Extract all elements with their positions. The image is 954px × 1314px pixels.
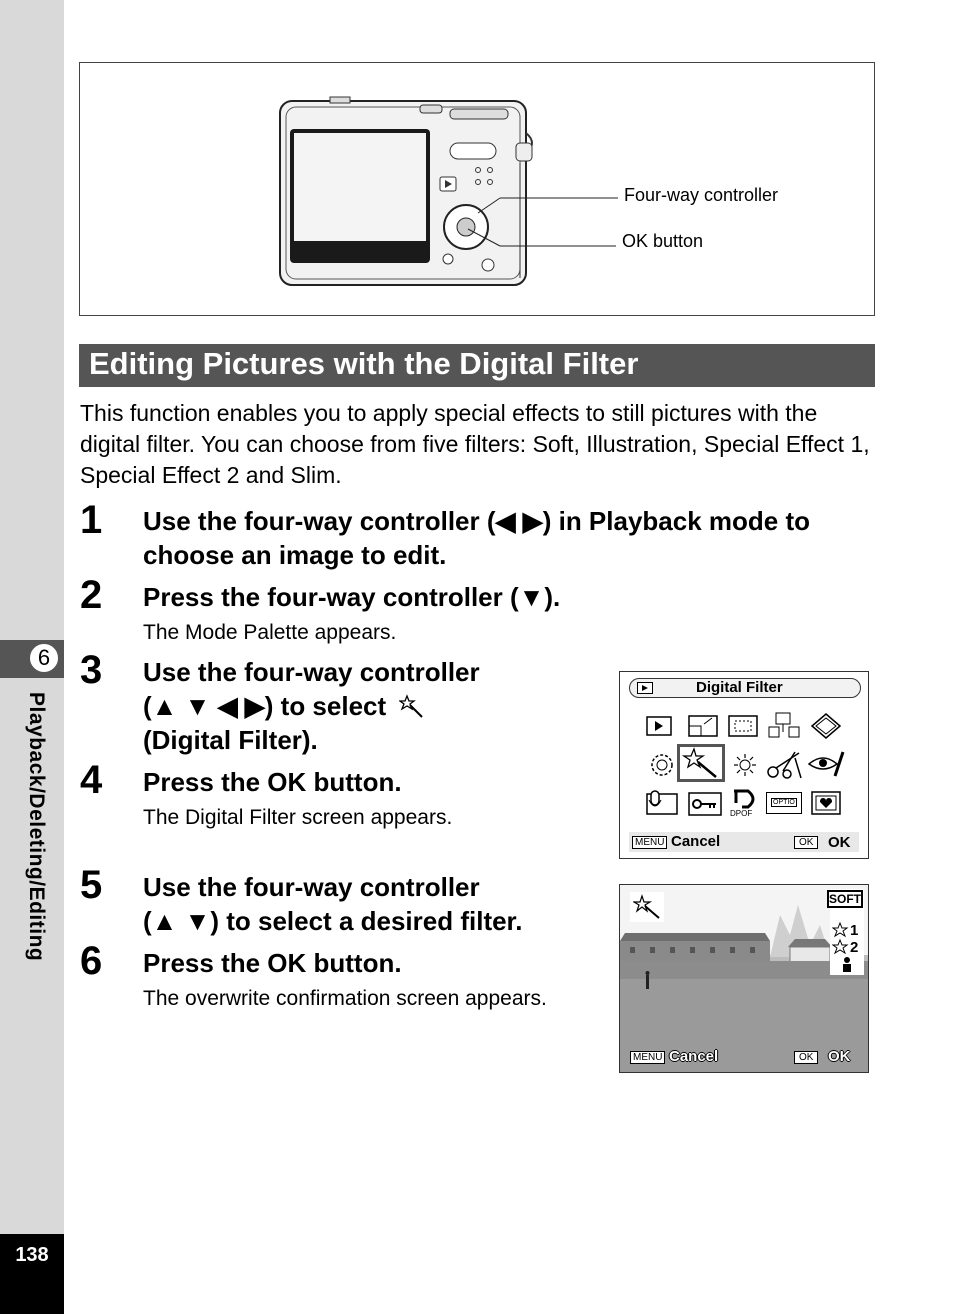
resize-icon <box>688 714 718 738</box>
step-1-line-1: Use the four-way controller (◀ ▶) in Playback mode to <box>143 506 810 536</box>
step-5-line-2: (▲ ▼) to select a desired filter. <box>143 906 523 936</box>
ok-button-label: OK button <box>622 231 704 251</box>
chapter-title: Playback/Deleting/Editing <box>25 692 48 962</box>
step-5-line-1: Use the four-way controller <box>143 872 480 902</box>
step-6-line-1: Press the OK button. <box>143 948 402 978</box>
preview-menu-key: MENU <box>630 1051 665 1064</box>
section-title: Editing Pictures with the Digital Filter <box>89 346 639 381</box>
step-4-line-1: Press the OK button. <box>143 767 402 797</box>
digital-filter-icon <box>399 694 425 720</box>
slim-person-icon[interactable] <box>839 956 855 972</box>
page-number-box <box>0 1234 64 1314</box>
preview-ok-label[interactable]: OK <box>828 1048 851 1065</box>
step-4-note: The Digital Filter screen appears. <box>143 806 453 829</box>
slideshow-icon <box>646 714 676 738</box>
digital-filter-preview-screen <box>619 884 869 1073</box>
step-5-number: 5 <box>80 863 103 907</box>
red-eye-icon <box>807 750 845 780</box>
special-effect-1-icon[interactable] <box>832 922 852 938</box>
frame-composite-icon <box>765 750 803 780</box>
preview-ok-key: OK <box>794 1051 818 1064</box>
four-way-controller-label: Four-way controller <box>624 185 779 205</box>
palette-ok-label[interactable]: OK <box>828 834 851 851</box>
special-effect-2-icon[interactable] <box>832 939 852 955</box>
step-3-line-3: (Digital Filter). <box>143 725 318 755</box>
step-3-line-2 <box>143 689 425 723</box>
step-3-line-2-text: (▲ ▼ ◀ ▶) to select <box>143 691 387 721</box>
voice-memo-icon <box>646 790 680 818</box>
palette-title: Digital Filter <box>696 679 783 696</box>
color-filter-icon <box>649 752 675 778</box>
step-6-number: 6 <box>80 939 103 983</box>
protect-key-icon <box>688 792 722 816</box>
preview-cancel-label[interactable]: Cancel <box>669 1048 719 1065</box>
step-1-line-2: choose an image to edit. <box>143 540 447 570</box>
brightness-filter-icon <box>732 752 758 778</box>
rotation-icon <box>810 712 842 740</box>
section-heading-bar <box>79 344 875 387</box>
optio-label: OPTIO <box>773 799 795 806</box>
soft-filter-badge[interactable]: SOFT <box>829 892 861 906</box>
camera-figure <box>79 62 875 316</box>
intro-paragraph: This function enables you to apply special effects to still pictures with the digital filter. You can choose from five filters: Soft, Illustration, Special Effect 1, Special Effect 2 and Slim. <box>80 400 870 488</box>
step-4-number: 4 <box>80 758 103 802</box>
palette-ok-key: OK <box>794 836 818 849</box>
step-3-line-1: Use the four-way controller <box>143 657 480 687</box>
frame-heart-icon <box>811 791 841 815</box>
step-6-note: The overwrite confirmation screen appears. <box>143 987 547 1010</box>
mode-palette-screen <box>619 671 869 859</box>
digital-filter-screen-icon <box>633 894 663 920</box>
page-number: 138 <box>15 1244 49 1266</box>
playback-mode-icon <box>637 682 653 694</box>
step-1-number: 1 <box>80 498 103 542</box>
palette-cancel-label[interactable]: Cancel <box>671 833 721 850</box>
step-2-line-1: Press the four-way controller (▼). <box>143 582 561 612</box>
startup-screen-icon <box>766 792 802 814</box>
cropping-icon <box>728 714 758 738</box>
special-effect-2-number: 2 <box>850 939 859 956</box>
step-2-number: 2 <box>80 573 103 617</box>
step-2-note: The Mode Palette appears. <box>143 621 397 644</box>
palette-menu-key: MENU <box>632 836 667 849</box>
digital-filter-palette-icon <box>682 747 722 779</box>
dpof-label: DPOF <box>730 809 753 818</box>
chapter-number: 6 <box>28 642 60 674</box>
step-3-number: 3 <box>80 648 103 692</box>
special-effect-1-number: 1 <box>850 922 859 939</box>
image-copy-icon <box>768 712 800 740</box>
